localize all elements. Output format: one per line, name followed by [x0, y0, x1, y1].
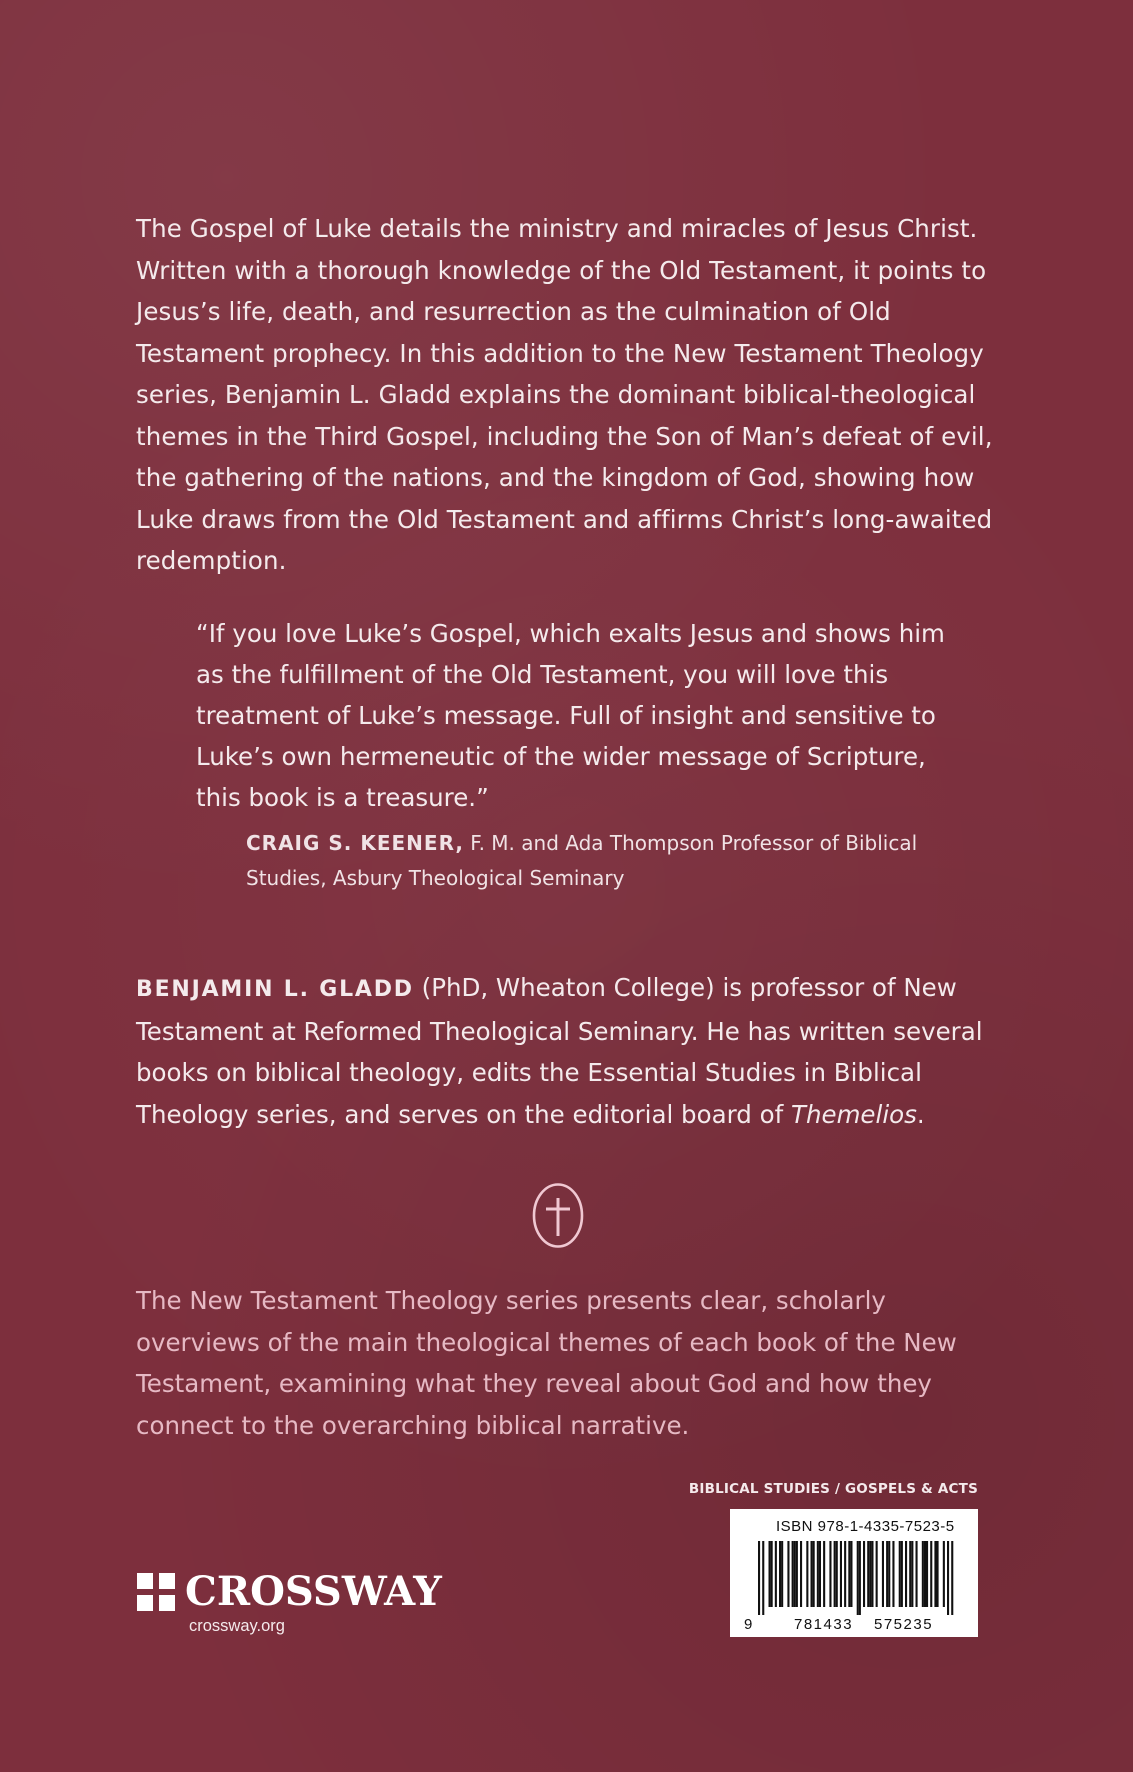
barcode-digits-left: 781433 — [794, 1616, 854, 1633]
cross-in-circle-icon — [531, 1181, 585, 1250]
publisher-url: crossway.org — [189, 1617, 285, 1635]
author-name: BENJAMIN L. GLADD — [136, 977, 414, 1002]
barcode-digits-right: 575235 — [874, 1616, 934, 1633]
author-bio-end: . — [916, 1099, 925, 1129]
crossway-cross-icon — [137, 1573, 175, 1611]
barcode-icon — [742, 1541, 966, 1633]
series-description: The New Testament Theology series presents clear, scholarly overviews of the main theological themes of each book of the New Testament, examining what they reveal about God and how they connect to the overarching biblical narrative. — [136, 1286, 957, 1440]
endorsement-quote: “If you love Luke’s Gospel, which exalts Jesus and shows him as the fulfillment of the Old Testament, you will love this treatment of Luke’s message. Full of insight and sensitive to Luke’s own hermeneutic of the wider message of Scripture, this book is a treasure.” — [196, 619, 945, 812]
isbn-number: ISBN 978-1-4335-7523-5 — [776, 1518, 955, 1535]
author-bio-text: (PhD, Wheaton College) is professor of New Testament at Reformed Theological Seminary. He has written several books on biblical theology, edits the Essential Studies in Biblical Theology series, and serves on the editorial board of — [136, 973, 983, 1129]
author-bio — [136, 967, 996, 1135]
endorser-credit — [246, 826, 946, 896]
publisher-name: CROSSWAY — [185, 1568, 442, 1615]
endorser-title: F. M. and Ada Thompson Professor of Biblical Studies, Asbury Theological Seminary — [246, 831, 918, 890]
category-label: BIBLICAL STUDIES / GOSPELS & ACTS — [688, 1481, 978, 1497]
isbn-barcode — [730, 1509, 978, 1637]
barcode-digit-lead: 9 — [744, 1616, 753, 1633]
journal-title: Themelios — [791, 1099, 917, 1129]
publisher-logo — [137, 1568, 442, 1616]
endorser-name: CRAIG S. KEENER, — [246, 831, 464, 855]
book-description: The Gospel of Luke details the ministry and miracles of Jesus Christ. Written with a thorough knowledge of the Old Testament, it points to Jesus’s life, death, and resurrection as the culmination of Old Testament prophecy. In this addition to the New Testament Theology series, Benjamin L. Gladd explains the dominant biblical-theological themes in the Third Gospel, including the Son of Man’s defeat of evil, the gathering of the nations, and the kingdom of God, showing how Luke draws from the Old Testament and affirms Christ’s long-awaited redemption. — [136, 214, 993, 575]
